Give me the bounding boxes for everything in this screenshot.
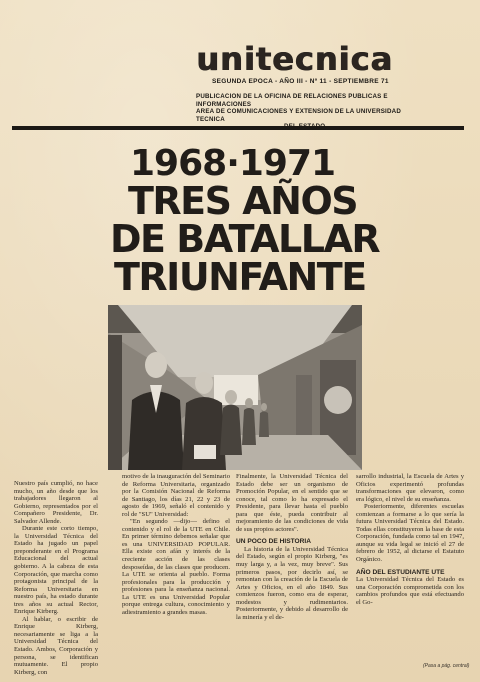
col4-subhead: AÑO DEL ESTUDIANTE UTE: [356, 568, 445, 576]
col4-paragraph-2: Posteriormente, diferentes escuelas comienzan a formarse a lo que sería la futura Universidad Técnica del Estado. Todas ellas constituyeron la base de esta Corporación, fundada como tal en 1947, aunque su vida legal se inició el 27 de febrero de 1952, al dictarse el Estatuto Orgánico.: [356, 503, 464, 564]
corridor-photo-illustration: [108, 305, 362, 470]
masthead-rule: [12, 126, 464, 130]
col1-paragraph-1: Nuestro país cumplió, no hace mucho, un año desde que los trabajadores llegaron al Gobierno, representados por el Compañero Presidente, Dr. Salvador Allende.: [14, 480, 98, 525]
article-column-2: [122, 473, 230, 616]
col3-paragraph-1: Finalmente, la Universidad Técnica del Estado debe ser un organismo de Promoción Popular, en el sentido que se conoce, tal como lo ha expresado el Presidente, para llevar hasta el pueblo para que éste, pueda contribuir al mejoramiento de las condiciones de vida de sus propios actores".: [236, 473, 348, 533]
col3-subhead: UN POCO DE HISTORIA: [236, 538, 311, 546]
article-column-3: [236, 473, 348, 621]
headline-line-3: DE BATALLAR: [110, 217, 380, 261]
headline-years: 1968·1971: [130, 143, 336, 184]
headline-line-2: TRES AÑOS: [128, 179, 358, 223]
masthead-logo: unitecnica: [196, 40, 393, 78]
article-column-4: [356, 473, 464, 606]
col1-paragraph-3: Al hablar, o escribir de Enrique Kirberg, necesariamente se liga a la Universidad Técnica del Estado. Ambos, Corporación y persona, se identifican mutuamente. El propio Kirberg, con: [14, 615, 98, 676]
col2-paragraph-1: motivo de la inauguración del Seminario de Reforma Universitaria, organizado por la Comisión Nacional de Reforma de Santiago, los días 21, 22 y 23 de agosto de 1969, señaló el contenido y rol de "SU" Universidad:: [122, 473, 230, 518]
edition-line: SEGUNDA EPOCA - AÑO III - Nº 11 - SEPTIEMBRE 71: [212, 78, 389, 85]
headline: [110, 143, 380, 299]
publisher-line-2: AREA DE COMUNICACIONES Y EXTENSION DE LA UNIVERSIDAD TECNICA: [196, 108, 401, 123]
article-column-1: [14, 480, 98, 676]
col4-paragraph-1: sarrollo industrial, la Escuela de Artes y Oficios experimentó profundas transformaciones que elevaron, como era lógico, el nivel de su enseñanza.: [356, 473, 464, 503]
col2-paragraph-2: "En segundo —dijo— defino el contenido y el rol de la UTE en Chile. En primer término debemos señalar que es una UNIVERSIDAD POPULAR. Ella existe con afán y interés de la creciente acción de las clases desposeídas, de las clases que producen. La UTE se orienta al pueblo. Forma profesionales para la producción y profesiones para la enseñanza nacional. La UTE es una Universidad Popular porque entrega cultura, conocimiento y adiestramiento a grandes masas.: [122, 518, 230, 616]
col3-paragraph-2: La historia de la Universidad Técnica del Estado, según el propio Kirberg, "es muy larga y, a la vez, muy breve". Sus primeros pasos, por decirlo así, se remontan con la creación de la Escuela de Artes y Oficios, en el año 1849. Sus comienzos fueron, como era de esperar, modestos y rudimentarios. Posteriormente, y debido al desarrollo de la minería y el de-: [236, 545, 348, 621]
masthead: [196, 42, 428, 131]
continued-note: (Pasa a pág. central): [423, 663, 470, 669]
col4-paragraph-3: La Universidad Técnica del Estado es una Corporación comprometida con los cambios profundos que está efectuando el Go-: [356, 576, 464, 606]
front-photo: [108, 305, 362, 470]
headline-line-4: TRIUNFANTE: [114, 255, 366, 299]
publisher-line-1: PUBLICACION DE LA OFICINA DE RELACIONES PUBLICAS E INFORMACIONES: [196, 93, 388, 108]
col1-paragraph-2: Durante este corto tiempo, la Universidad Técnica del Estado ha jugado un papel preponderante en el Programa Educacional del actual gobierno. A la cabeza de esta Corporación, que marcha como protagonista principal de la Reforma Universitaria en nuestro país, ha estado durante tres años su actual Rector, Enrique Kirberg.: [14, 525, 98, 616]
